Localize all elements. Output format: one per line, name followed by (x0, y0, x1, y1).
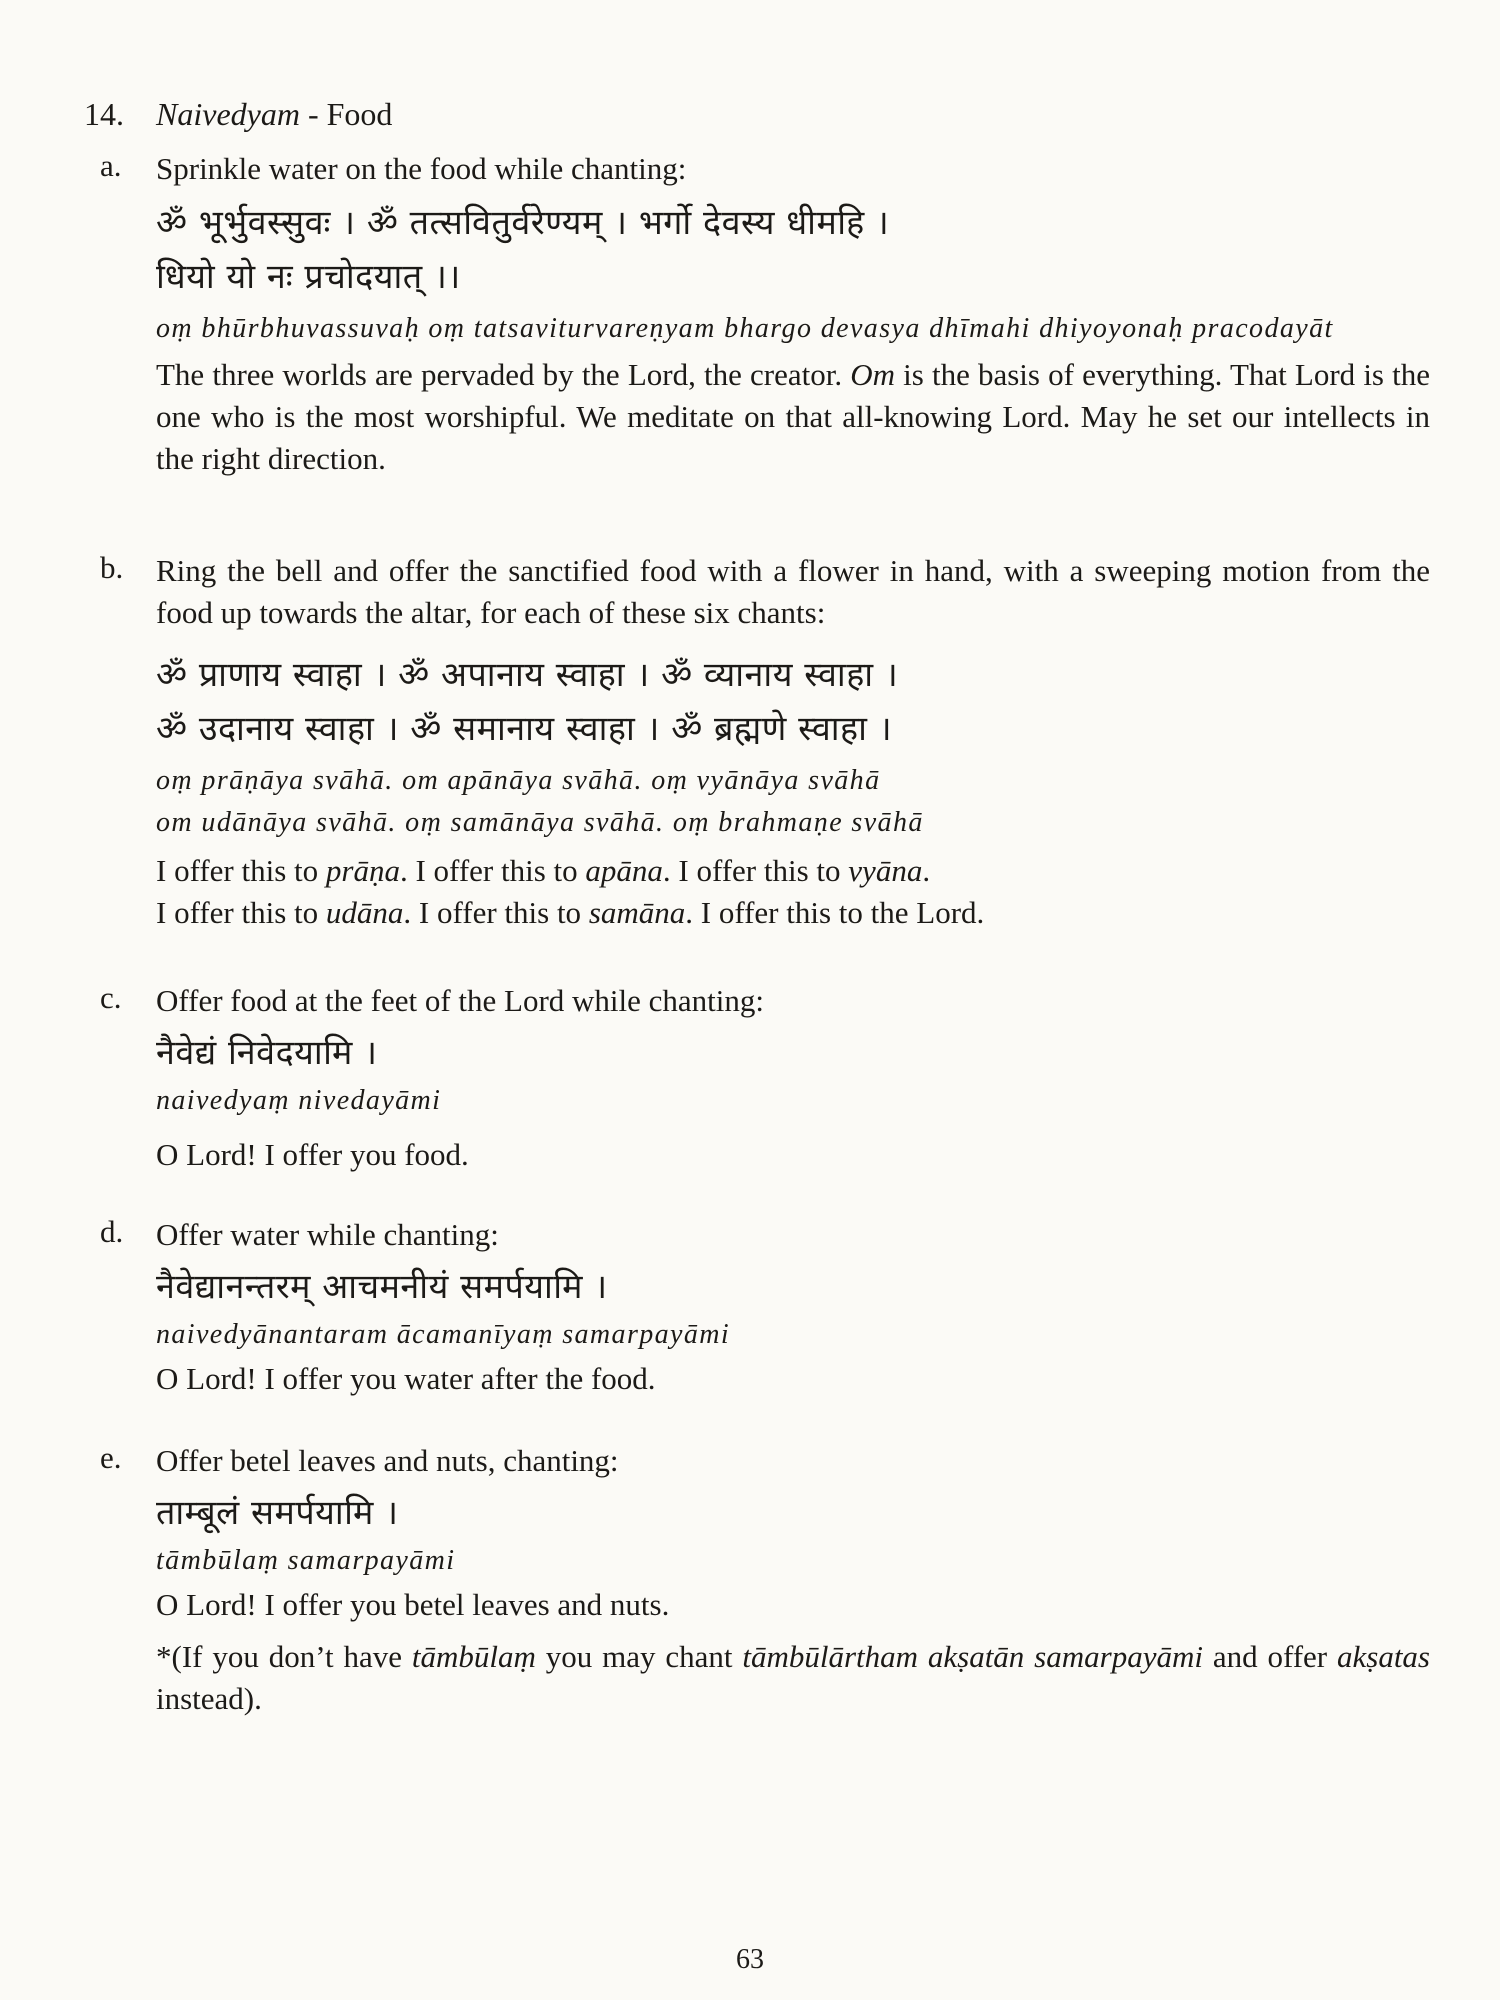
item-label: e. (100, 1440, 122, 1475)
section-title-rest: - Food (299, 96, 393, 132)
meaning: O Lord! I offer you betel leaves and nuts. (156, 1587, 670, 1622)
section-title-italic: Naivedyam (156, 96, 300, 132)
section-number: 14. (84, 96, 124, 132)
meaning: O Lord! I offer you water after the food. (156, 1361, 656, 1396)
meaning: I offer this to prāṇa. I offer this to apāna. I offer this to vyāna. (156, 853, 931, 888)
item-label: c. (100, 980, 122, 1015)
item-a (100, 148, 1430, 480)
sanskrit-line: ताम्बूलं समर्पयामि । (156, 1493, 399, 1533)
sanskrit-line: ॐ प्राणाय स्वाहा । ॐ अपानाय स्वाहा । ॐ व्यानाय स्वाहा । (156, 655, 899, 695)
transliteration: tāmbūlaṃ samarpayāmi (156, 1545, 456, 1576)
page-number: 63 (736, 1944, 764, 1975)
meaning: O Lord! I offer you food. (156, 1137, 469, 1172)
sanskrit-line: धियो यो नः प्रचोदयात् ।। (156, 257, 461, 297)
section-heading (84, 96, 392, 133)
transliteration: naivedyaṃ nivedayāmi (156, 1085, 442, 1116)
item-label: b. (100, 550, 124, 585)
item-label: a. (100, 148, 122, 183)
item-c (100, 980, 1430, 1176)
sanskrit-line: ॐ उदानाय स्वाहा । ॐ समानाय स्वाहा । ॐ ब्रह्मणे स्वाहा । (156, 709, 893, 749)
transliteration: oṃ prāṇāya svāhā. om apānāya svāhā. oṃ vyānāya svāhā (156, 765, 881, 796)
item-e (100, 1440, 1430, 1720)
sanskrit-line: नैवेद्यानन्तरम् आचमनीयं समर्पयामि । (156, 1267, 608, 1307)
instruction: Offer food at the feet of the Lord while chanting: (156, 983, 765, 1018)
instruction: Ring the bell and offer the sanctified food with a flower in hand, with a sweeping motion from the food up towards the altar, for each of these six chants: (156, 553, 1430, 630)
item-d (100, 1214, 1430, 1400)
transliteration: naivedyānantaram ācamanīyaṃ samarpayāmi (156, 1319, 731, 1350)
sanskrit-line: ॐ भूर्भुवस्सुवः । ॐ तत्सवितुर्वरेण्यम् । भर्गो देवस्य धीमहि । (156, 203, 890, 243)
transliteration: om udānāya svāhā. oṃ samānāya svāhā. oṃ brahmaṇe svāhā (156, 807, 924, 838)
item-label: d. (100, 1214, 124, 1249)
footnote: *(If you don’t have tāmbūlaṃ you may chant tāmbūlārtham akṣatān samarpayāmi and offer akṣatas instead). (156, 1639, 1430, 1716)
instruction: Sprinkle water on the food while chanting: (156, 151, 687, 186)
meaning: I offer this to udāna. I offer this to samāna. I offer this to the Lord. (156, 895, 985, 930)
transliteration: oṃ bhūrbhuvassuvaḥ oṃ tatsaviturvareṇyam bhargo devasya dhīmahi dhiyoyonaḥ pracodayāt (156, 313, 1334, 344)
item-b (100, 550, 1430, 934)
meaning: The three worlds are pervaded by the Lord, the creator. Om is the basis of everything. That Lord is the one who is the most worshipful. We meditate on that all-knowing Lord. May he set our intellects in the right direction. (156, 357, 1431, 476)
sanskrit-line: नैवेद्यं निवेदयामि । (156, 1033, 378, 1073)
instruction: Offer betel leaves and nuts, chanting: (156, 1443, 619, 1478)
instruction: Offer water while chanting: (156, 1217, 499, 1252)
